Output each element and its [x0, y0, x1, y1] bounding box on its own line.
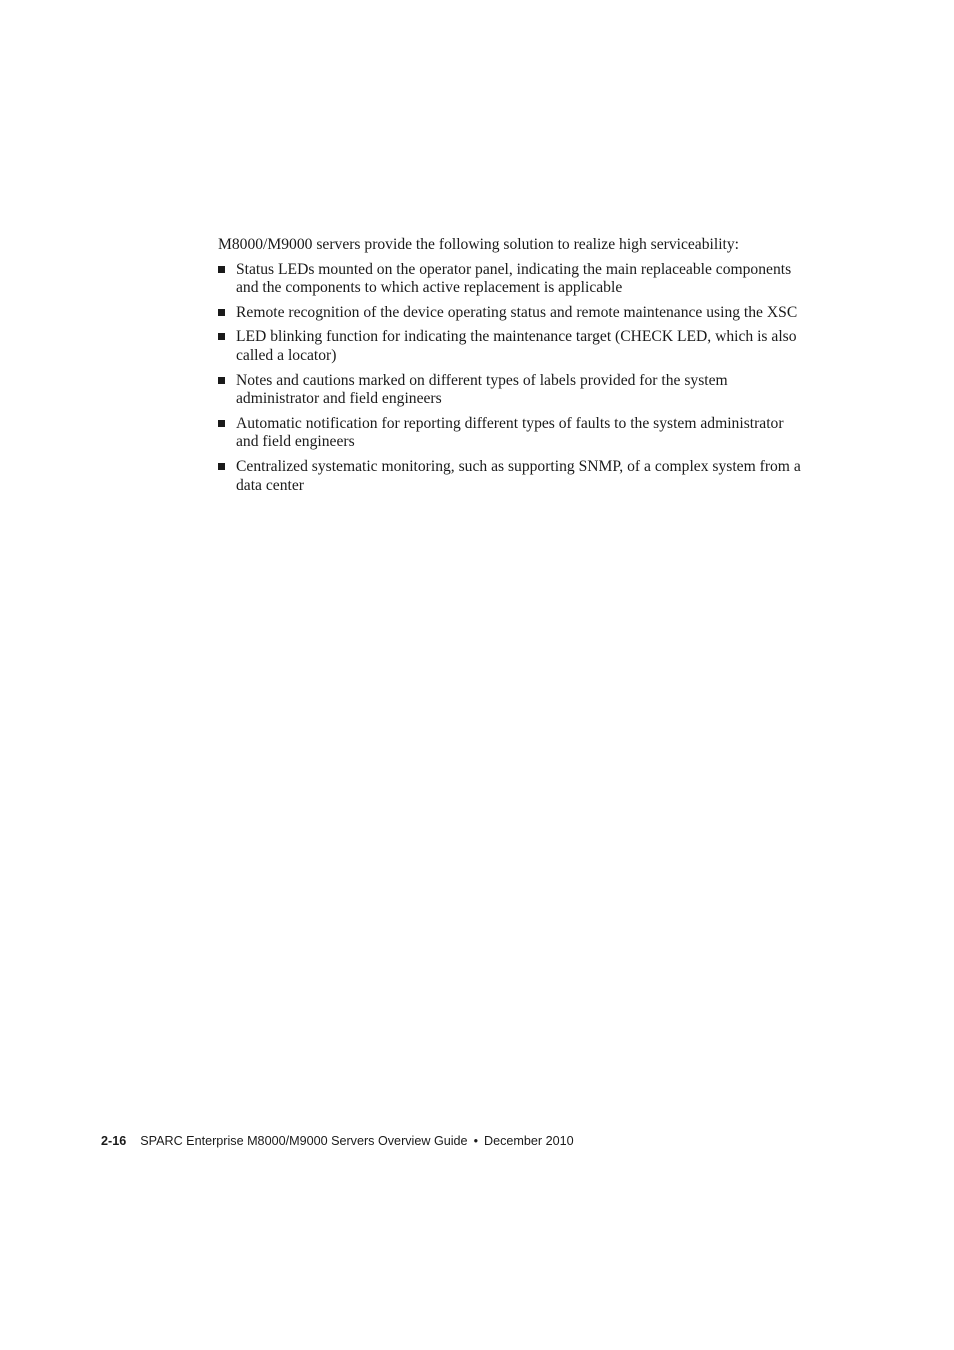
intro-paragraph: M8000/M9000 servers provide the following solution to realize high serviceability: — [218, 236, 739, 253]
list-item — [218, 458, 806, 495]
list-item — [218, 415, 806, 452]
page-footer — [101, 1133, 574, 1149]
list-item — [218, 328, 806, 365]
list-item-text: Centralized systematic monitoring, such as supporting SNMP, of a complex system from a data center — [236, 457, 801, 494]
square-bullet-icon — [218, 333, 225, 340]
list-item-text: Remote recognition of the device operating status and remote maintenance using the XSC — [236, 303, 798, 321]
page-number: 2-16 — [101, 1134, 127, 1148]
square-bullet-icon — [218, 377, 225, 384]
list-item-text: LED blinking function for indicating the maintenance target (CHECK LED, which is also called a locator) — [236, 328, 797, 364]
square-bullet-icon — [218, 266, 225, 273]
square-bullet-icon — [218, 309, 225, 316]
serviceability-list — [218, 261, 806, 496]
list-item-text: Automatic notification for reporting different types of faults to the system administrator and field engineers — [236, 414, 784, 451]
main-content — [218, 236, 806, 501]
publication-date: December 2010 — [483, 1134, 574, 1148]
list-item — [218, 261, 806, 298]
list-item — [218, 372, 806, 409]
list-item-text: Notes and cautions marked on different types of labels provided for the system administrator and field engineers — [236, 371, 728, 408]
square-bullet-icon — [218, 463, 225, 470]
square-bullet-icon — [218, 420, 225, 427]
document-title: SPARC Enterprise M8000/M9000 Servers Overview Guide — [140, 1134, 468, 1148]
list-item — [218, 304, 806, 323]
footer-separator: • — [473, 1134, 478, 1148]
list-item-text: Status LEDs mounted on the operator panel, indicating the main replaceable components and the components to which active replacement is applicable — [236, 260, 792, 297]
